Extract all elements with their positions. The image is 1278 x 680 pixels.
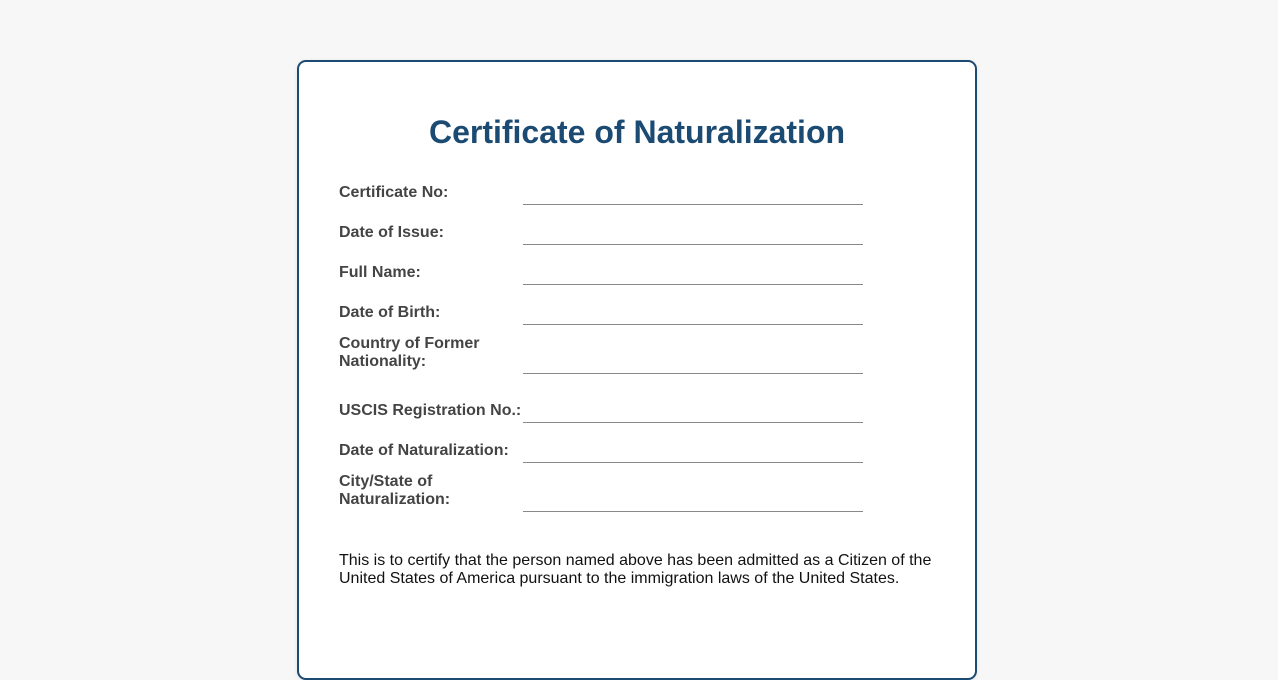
uscis-registration-label: USCIS Registration No.: [339, 402, 522, 419]
field-row-uscis-registration [339, 383, 939, 423]
full-name-label: Full Name: [339, 264, 421, 281]
certificate-title: Certificate of Naturalization [428, 114, 846, 150]
certification-statement: This is to certify that the person named above has been admitted as a Citizen of the United States of America pursuant to the immigration laws of the United States. [339, 552, 932, 587]
city-state-label: City/State of Naturalization: [339, 473, 451, 508]
field-row-full-name [339, 254, 939, 285]
full-name-input[interactable] [523, 254, 863, 285]
date-of-birth-input[interactable] [523, 294, 863, 325]
field-row-certificate-no [339, 174, 939, 205]
city-state-input[interactable] [523, 472, 863, 512]
field-row-city-state [339, 472, 939, 512]
certificate-no-input[interactable] [523, 174, 863, 205]
certificate-card [297, 60, 977, 680]
field-row-date-of-naturalization [339, 432, 939, 463]
former-nationality-input[interactable] [523, 334, 863, 374]
former-nationality-label: Country of Former Nationality: [339, 335, 480, 370]
date-of-naturalization-input[interactable] [523, 432, 863, 463]
certificate-no-label: Certificate No: [339, 184, 449, 201]
date-of-issue-input[interactable] [523, 214, 863, 245]
field-row-former-nationality [339, 334, 939, 374]
certificate-fields [339, 174, 939, 521]
field-row-date-of-issue [339, 214, 939, 245]
field-row-date-of-birth [339, 294, 939, 325]
date-of-issue-label: Date of Issue: [339, 224, 444, 241]
date-of-naturalization-label: Date of Naturalization: [339, 442, 509, 459]
uscis-registration-input[interactable] [523, 383, 863, 423]
date-of-birth-label: Date of Birth: [339, 304, 441, 321]
